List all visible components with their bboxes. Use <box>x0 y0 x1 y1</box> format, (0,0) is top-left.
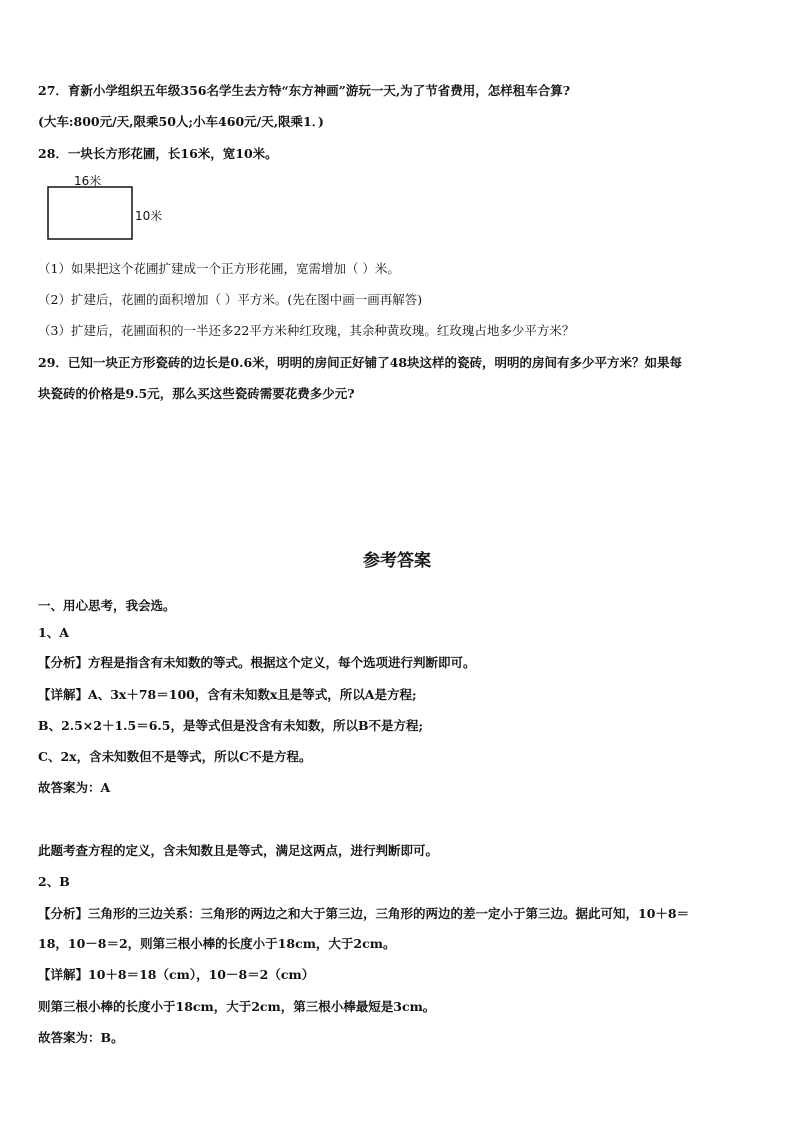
answer1-result: 故答案为：A <box>38 780 111 795</box>
q27-text-line2: (大车:800元/天,限乘50人;小车460元/天,限乘1．) <box>38 114 324 129</box>
answer1-detail: 【详解】A、3x＋78＝100，含有未知数x且是等式，所以A是方程; <box>38 687 417 702</box>
width-label: 10米 <box>135 209 163 223</box>
q29-text-line1: 29．已知一块正方形瓷砖的边长是0.6米，明明的房间正好铺了48块这样的瓷砖，明明的房间有多少平方米？如果每 <box>38 355 683 370</box>
answer2-conclusion: 则第三根小棒的长度小于18cm，大于2cm，第三根小棒最短是3cm。 <box>38 999 436 1014</box>
q29-text-line2: 块瓷砖的价格是9.5元，那么买这些瓷砖需要花费多少元? <box>38 386 355 401</box>
q28-sub3: （3）扩建后，花圃面积的一半还多22平方米种红玫瑰，其余种黄玫瑰。红玫瑰占地多少平方米？ <box>38 323 575 338</box>
rectangle-shape <box>48 187 132 239</box>
q28-sub1: （1）如果把这个花圃扩建成一个正方形花圃，宽需增加（ ）米。 <box>38 261 400 276</box>
q28-stem: 28．一块长方形花圃，长16米，宽10米。 <box>38 146 278 161</box>
answer1-option-c: C、2x，含未知数但不是等式，所以C不是方程。 <box>38 749 312 764</box>
q28-sub2: （2）扩建后，花圃的面积增加（ ）平方米。(先在图中画一画再解答) <box>38 292 423 307</box>
length-label: 16米 <box>74 174 102 188</box>
answer2-analysis-line1: 【分析】三角形的三边关系：三角形的两边之和大于第三边，三角形的两边的差一定小于第三边。据此可知，10＋8＝ <box>38 906 690 921</box>
answer1-label: 1、A <box>38 625 69 640</box>
q27-text-line1: 27．育新小学组织五年级356名学生去方特“东方神画”游玩一天,为了节省费用，怎样租车合算? <box>38 83 571 98</box>
answer2-analysis-line2: 18，10－8＝2，则第三根小棒的长度小于18cm，大于2cm。 <box>38 936 396 951</box>
answers-title: 参考答案 <box>363 551 431 571</box>
answer2-detail: 【详解】10＋8＝18（cm），10－8＝2（cm） <box>38 967 315 982</box>
answer2-label: 2、B <box>38 874 70 889</box>
answer1-analysis: 【分析】方程是指含有未知数的等式。根据这个定义，每个选项进行判断即可。 <box>38 655 476 670</box>
answer2-result: 故答案为：B。 <box>38 1030 124 1045</box>
section1-heading: 一、用心思考，我会选。 <box>38 598 176 613</box>
answer1-note: 此题考查方程的定义，含未知数且是等式，满足这两点，进行判断即可。 <box>38 843 439 858</box>
rectangle-figure <box>47 174 177 244</box>
answer1-option-b: B、2.5×2＋1.5＝6.5，是等式但是没含有未知数，所以B不是方程; <box>38 718 424 733</box>
